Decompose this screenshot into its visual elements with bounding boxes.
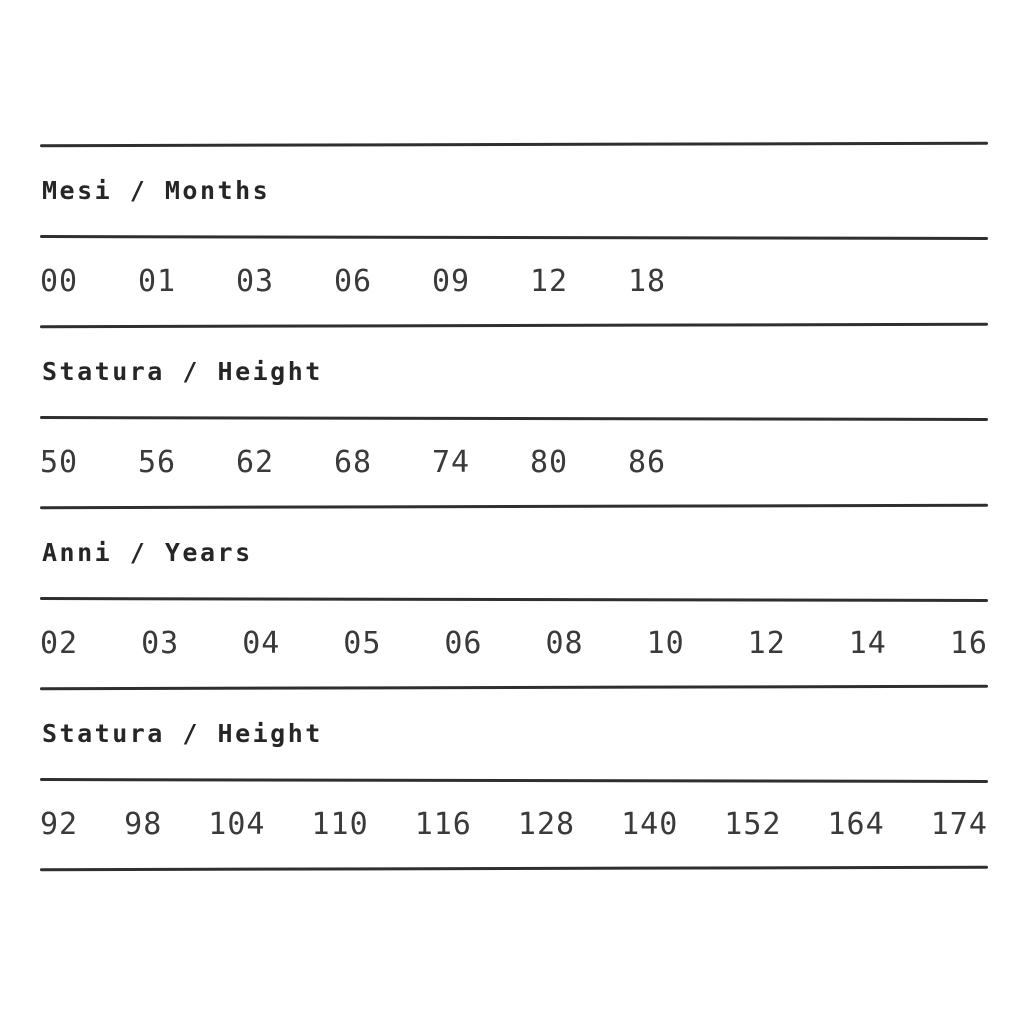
size-value: 92 <box>40 806 79 842</box>
size-value: 03 <box>236 263 275 299</box>
size-value: 12 <box>530 263 569 299</box>
section-label: Statura / Height <box>42 357 323 386</box>
size-value: 140 <box>621 806 679 842</box>
size-value: 06 <box>334 263 373 299</box>
section-label: Mesi / Months <box>42 176 271 205</box>
size-value: 10 <box>646 625 685 661</box>
size-value: 08 <box>545 625 584 661</box>
size-value: 50 <box>40 444 79 480</box>
size-value: 16 <box>949 625 988 661</box>
section-header-height-infant <box>40 327 988 417</box>
size-values-row-months <box>40 238 988 324</box>
section-label: Anni / Years <box>42 538 253 567</box>
size-value: 116 <box>414 806 472 842</box>
size-value: 01 <box>138 263 177 299</box>
size-values-row-years <box>40 600 988 686</box>
section-header-months <box>40 146 988 236</box>
size-value: 104 <box>208 806 266 842</box>
size-value: 68 <box>334 444 373 480</box>
size-value: 74 <box>432 444 471 480</box>
size-value: 98 <box>124 806 163 842</box>
size-value: 164 <box>827 806 885 842</box>
size-chart <box>40 143 988 870</box>
size-values-row-height-kids <box>40 781 988 867</box>
size-value: 62 <box>236 444 275 480</box>
size-value: 80 <box>530 444 569 480</box>
size-value: 128 <box>517 806 576 842</box>
size-value: 14 <box>848 625 887 661</box>
size-value: 06 <box>444 625 483 661</box>
size-value: 152 <box>724 806 782 842</box>
size-value: 110 <box>311 806 369 842</box>
section-label: Statura / Height <box>42 719 323 748</box>
section-header-years <box>40 508 988 598</box>
size-value: 03 <box>141 625 180 661</box>
size-value: 00 <box>40 263 79 299</box>
size-value: 04 <box>242 625 281 661</box>
section-header-height-kids <box>40 689 988 779</box>
size-values-row-height-infant <box>40 419 988 505</box>
size-value: 05 <box>343 625 382 661</box>
size-value: 174 <box>930 806 988 842</box>
size-value: 56 <box>138 444 177 480</box>
size-value: 18 <box>628 263 667 299</box>
size-value: 09 <box>432 263 471 299</box>
size-value: 86 <box>628 444 667 480</box>
size-value: 02 <box>40 625 79 661</box>
size-value: 12 <box>747 625 786 661</box>
